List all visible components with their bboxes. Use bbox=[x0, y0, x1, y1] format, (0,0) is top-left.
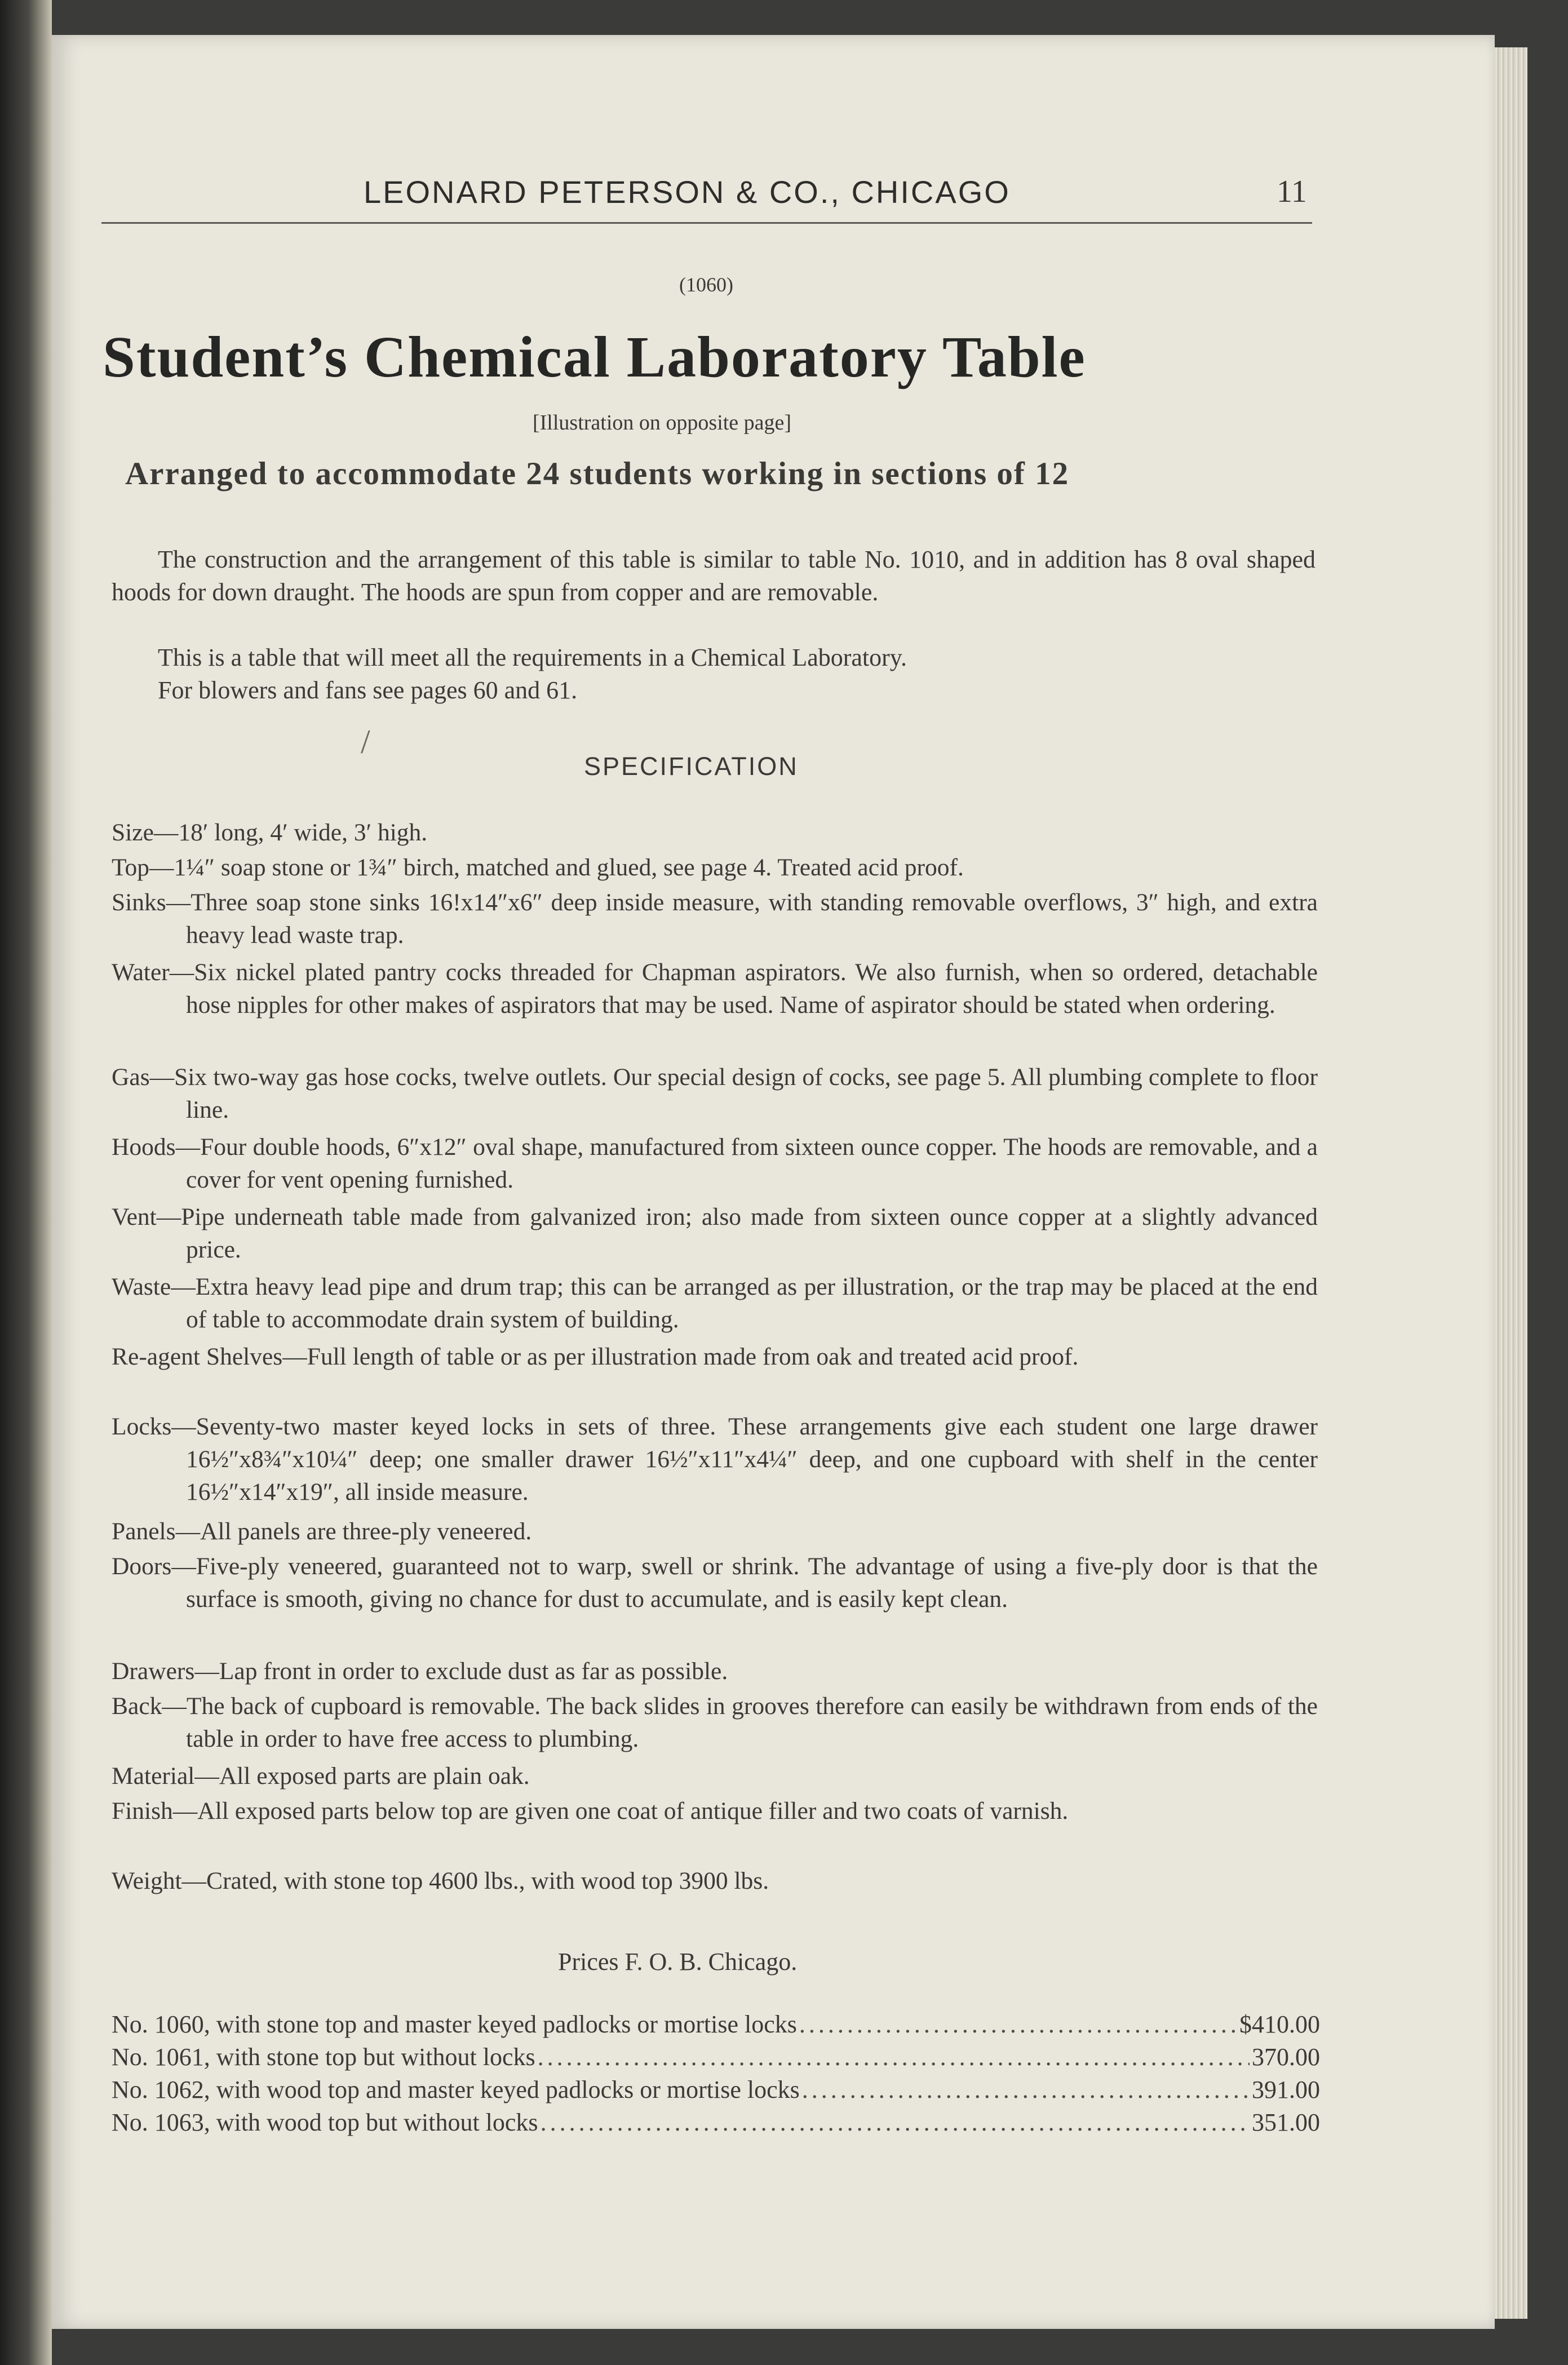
price-row bbox=[112, 2010, 1320, 2043]
running-head: LEONARD PETERSON & CO., CHICAGO bbox=[364, 174, 1011, 210]
header-rule bbox=[101, 222, 1312, 224]
intro-paragraph: This is a table that will meet all the requirements in a Chemical Laboratory. bbox=[158, 644, 907, 671]
price-value: 351.00 bbox=[1252, 2109, 1320, 2136]
leader-dots bbox=[799, 2010, 1237, 2039]
spec-item-drawers: Drawers—Lap front in order to exclude dust as far as possible. bbox=[112, 1658, 728, 1685]
spec-item-waste: Waste—Extra heavy lead pipe and drum trap; this can be arranged as per illustration, or the trap may be placed at the end of table to accommodate drain system of building. bbox=[112, 1273, 1318, 1333]
spec-item-material: Material—All exposed parts are plain oak. bbox=[112, 1762, 530, 1790]
price-value: $410.00 bbox=[1239, 2010, 1320, 2038]
page-title: Student’s Chemical Laboratory Table bbox=[103, 325, 1086, 389]
price-row bbox=[112, 2043, 1320, 2075]
price-value: 370.00 bbox=[1252, 2043, 1320, 2071]
book-gutter bbox=[0, 0, 52, 2365]
price-description: No. 1063, with wood top but without locks bbox=[112, 2109, 538, 2136]
page-stack-edge bbox=[1495, 47, 1527, 2319]
leader-dots bbox=[802, 2075, 1250, 2104]
price-description: No. 1061, with stone top but without locks bbox=[112, 2043, 535, 2071]
spec-item-finish: Finish—All exposed parts below top are given one coat of antique filler and two coats of varnish. bbox=[112, 1797, 1069, 1824]
spec-item-doors: Doors—Five-ply veneered, guaranteed not to warp, swell or shrink. The advantage of using a five-ply door is that the surface is smooth, giving no chance for dust to accumulate, and is easily kept clean. bbox=[112, 1553, 1318, 1613]
catalog-number: (1060) bbox=[679, 273, 733, 296]
prices-heading: Prices F. O. B. Chicago. bbox=[558, 1948, 798, 1976]
price-description: No. 1060, with stone top and master keyed padlocks or mortise locks bbox=[112, 2010, 797, 2038]
spec-item-panels: Panels—All panels are three-ply veneered. bbox=[112, 1518, 532, 1545]
page-number: 11 bbox=[1277, 174, 1307, 209]
price-row bbox=[112, 2108, 1320, 2141]
spec-item-gas: Gas—Six two-way gas hose cocks, twelve outlets. Our special design of cocks, see page 5. All plumbing complete to floor line. bbox=[112, 1064, 1318, 1123]
leader-dots bbox=[538, 2043, 1250, 2071]
spec-item-vent: Vent—Pipe underneath table made from galvanized iron; also made from sixteen ounce copper at a slightly advanced price. bbox=[112, 1203, 1318, 1263]
price-row bbox=[112, 2075, 1320, 2108]
spec-item-weight: Weight—Crated, with stone top 4600 lbs., with wood top 3900 lbs. bbox=[112, 1867, 769, 1894]
intro-paragraph: The construction and the arrangement of this table is similar to table No. 1010, and in addition has 8 oval shaped hoods for down draught. The hoods are spun from copper and are removable. bbox=[112, 546, 1315, 606]
spec-item-back: Back—The back of cupboard is removable. The back slides in grooves therefore can easily be withdrawn from ends of the table in order to have free access to plumbing. bbox=[112, 1693, 1318, 1752]
spec-item-sinks: Sinks—Three soap stone sinks 16!x14″x6″ deep inside measure, with standing removable overflows, 3″ high, and extra heavy lead waste trap. bbox=[112, 889, 1318, 949]
spec-item-top: Top—1¼″ soap stone or 1¾″ birch, matched and glued, see page 4. Treated acid proof. bbox=[112, 854, 964, 881]
illustration-note: [Illustration on opposite page] bbox=[533, 411, 792, 435]
spec-item-size: Size—18′ long, 4′ wide, 3′ high. bbox=[112, 819, 428, 846]
spec-item-locks: Locks—Seventy-two master keyed locks in sets of three. These arrangements give each student one large drawer 16½″x8¾″x10¼″ deep; one smaller drawer 16½″x11″x4¼″ deep, and one cupboard with shelf in the center 16½″x14″x19″, all inside measure. bbox=[112, 1413, 1318, 1505]
spec-item-water: Water—Six nickel plated pantry cocks threaded for Chapman aspirators. We also furnish, when so ordered, detachable hose nipples for other makes of aspirators that may be used. Name of aspirator should be stated when ordering. bbox=[112, 959, 1318, 1018]
price-description: No. 1062, with wood top and master keyed padlocks or mortise locks bbox=[112, 2076, 800, 2103]
price-value: 391.00 bbox=[1252, 2076, 1320, 2103]
leader-dots bbox=[541, 2108, 1250, 2137]
specification-heading: SPECIFICATION bbox=[584, 752, 799, 781]
spec-item-reagent-shelves: Re-agent Shelves—Full length of table or as per illustration made from oak and treated acid proof. bbox=[112, 1343, 1079, 1370]
spec-item-hoods: Hoods—Four double hoods, 6″x12″ oval shape, manufactured from sixteen ounce copper. The hoods are removable, and a cover for vent opening furnished. bbox=[112, 1133, 1318, 1193]
intro-paragraph: For blowers and fans see pages 60 and 61. bbox=[158, 676, 578, 704]
page-subtitle: Arranged to accommodate 24 students working in sections of 12 bbox=[125, 456, 1070, 491]
stray-pencil-mark: / bbox=[361, 723, 370, 760]
